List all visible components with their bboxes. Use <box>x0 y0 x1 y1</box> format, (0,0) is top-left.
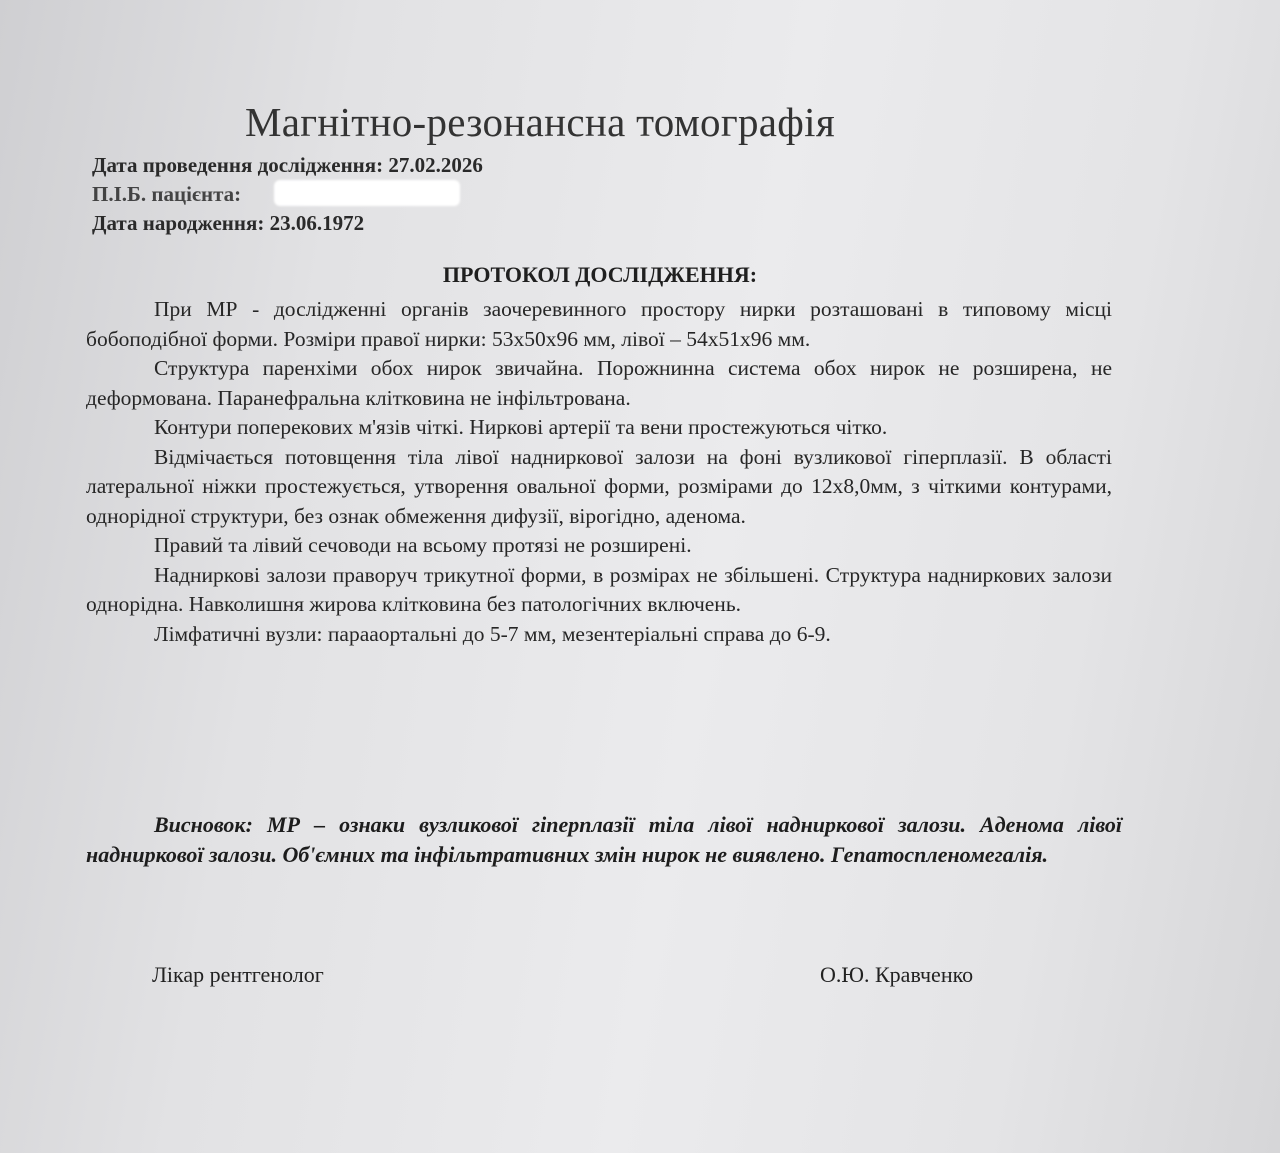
document-title <box>0 98 1080 146</box>
conclusion-block <box>86 810 1122 869</box>
exam-date-line <box>92 151 483 179</box>
birth-date-value: 23.06.1972 <box>269 211 365 235</box>
exam-date-label: Дата проведення дослідження: <box>92 153 384 177</box>
paragraph-parenchyma: Структура паренхіми обох нирок звичайна. Порожнинна система обох нирок не розширена, не деформована. Паранефральна клітковина не інфільтрована. <box>86 356 1112 410</box>
paragraph-kidneys-position: При МР - дослідженні органів заочеревинного простору нирки розташовані в типовому місці бобоподібної форми. Розміри правої нирки: 53х50х96 мм, лівої – 54х51х96 мм. <box>86 297 1112 351</box>
paragraph-adrenal-finding: Відмічається потовщення тіла лівої надниркової залози на фоні вузликової гіперплазії. В області латеральної ніжки простежується, утворення овальної форми, розмірами до 12х8,0мм, з чіткими контурами, однорідної структури, без ознак обмеження дифузії, вірогідно, аденома. <box>86 444 1112 528</box>
protocol-heading: ПРОТОКОЛ ДОСЛІДЖЕННЯ: <box>442 262 758 287</box>
paragraph-ureters: Правий та лівий сечоводи на всьому протязі не розширені. <box>154 533 692 557</box>
exam-date-value: 27.02.2026 <box>388 153 483 177</box>
signature-name: О.Ю. Кравченко <box>820 962 974 987</box>
patient-line <box>92 180 241 208</box>
redacted-patient-name <box>274 180 460 206</box>
paragraph-muscles-vessels: Контури поперекових м'язів чіткі. Ниркові артерії та вени простежуються чітко. <box>154 415 888 439</box>
conclusion-text: Висновок: МР – ознаки вузликової гіперплазії тіла лівої надниркової залози. Аденома лівої надниркової залози. Об'ємних та інфільтративних змін нирок не виявлено. Гепатоспленомегалія. <box>86 812 1122 867</box>
protocol-body <box>86 295 1112 649</box>
patient-label: П.І.Б. пацієнта: <box>92 182 242 206</box>
document-title-text: Магнітно-резонансна томографія <box>244 99 835 145</box>
paragraph-lymph-nodes: Лімфатичні вузли: парааортальні до 5-7 мм, мезентеріальні справа до 6-9. <box>154 621 831 646</box>
paragraph-adrenal-glands: Надниркові залози праворуч трикутної форми, в розмірах не збільшені. Структура надниркових залози однорідна. Навколишня жирова клітковина без патологічних включень. <box>86 562 1112 616</box>
signature-role: Лікар рентгенолог <box>152 962 324 987</box>
birth-date-label: Дата народження: <box>92 211 265 235</box>
birth-date-line <box>92 209 364 237</box>
